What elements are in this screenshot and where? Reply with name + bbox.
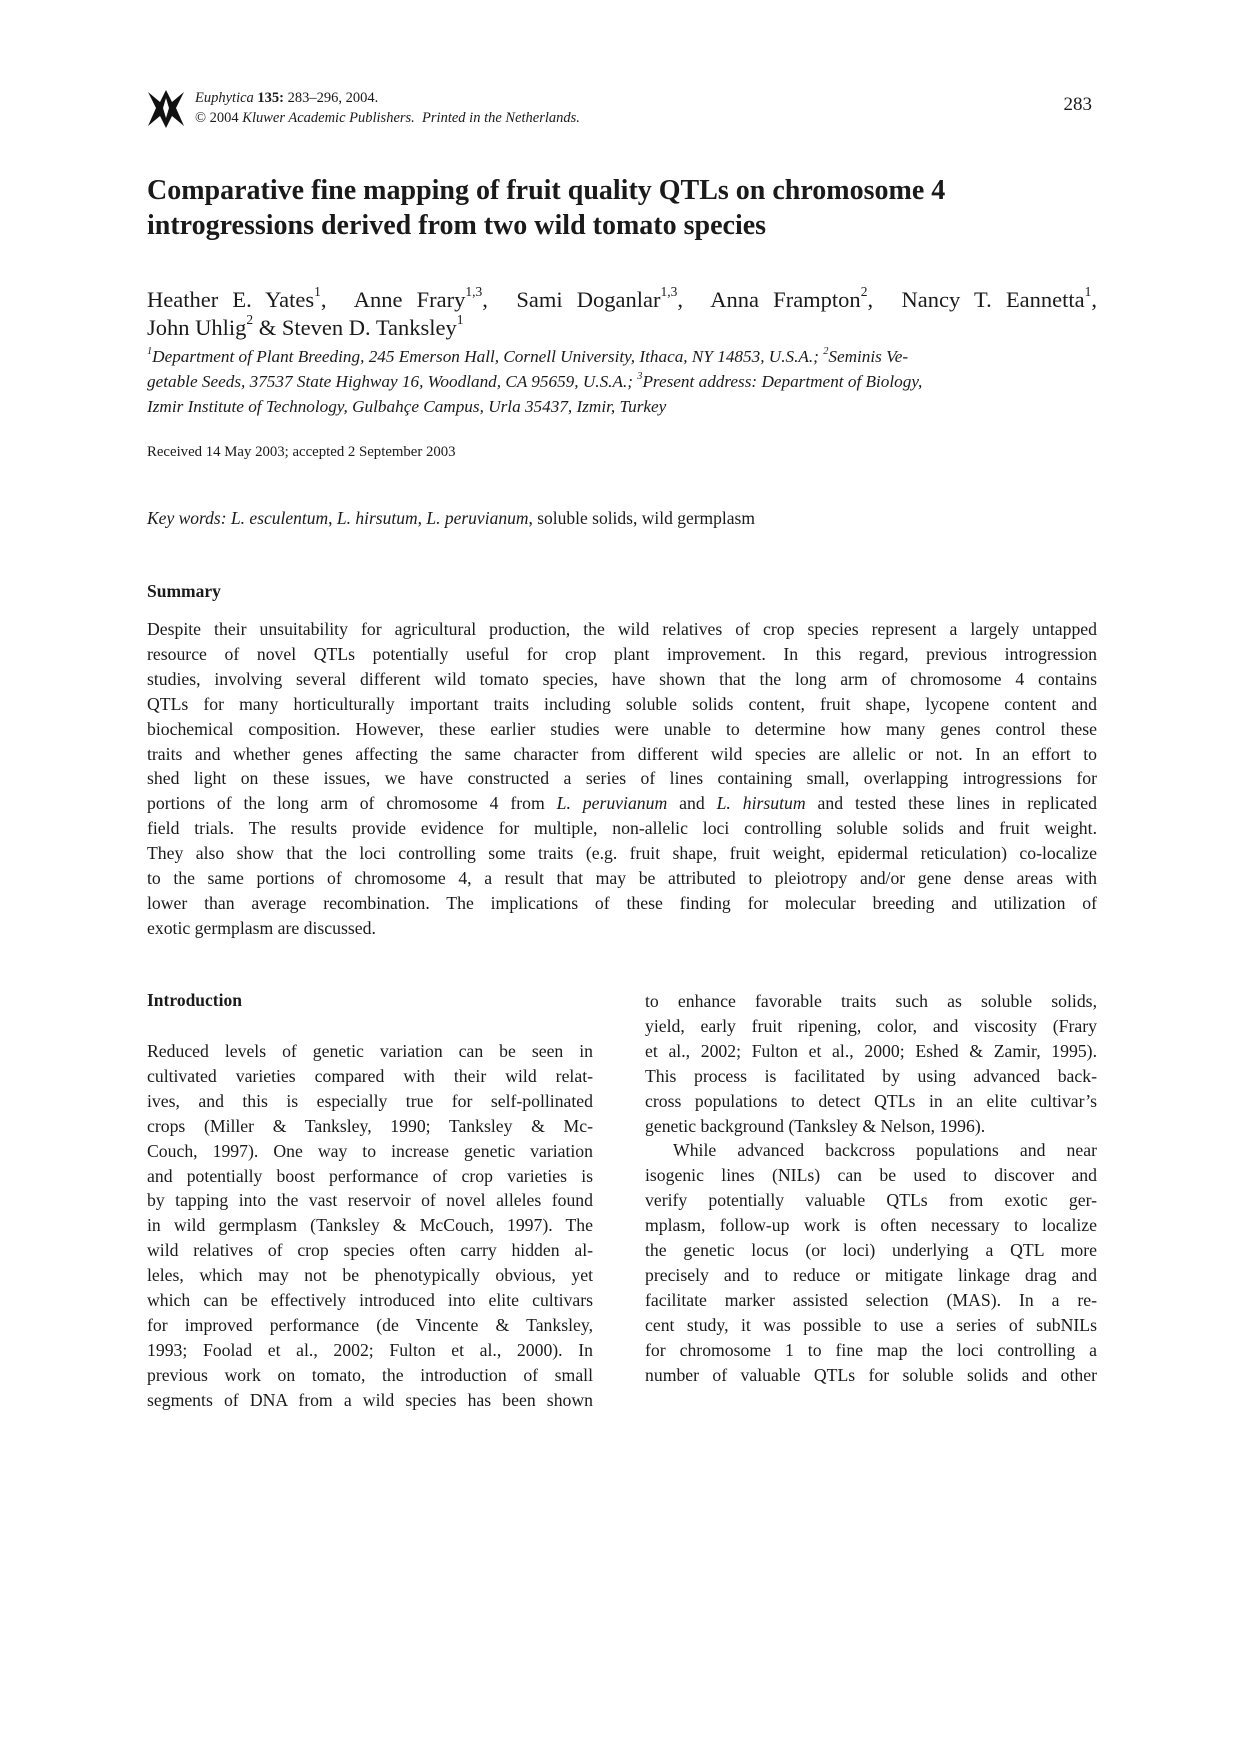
summary-text-run: and tested these lines in replicated [805,793,1098,814]
summary-text-run: and [667,793,717,814]
introduction-heading: Introduction [147,990,242,1010]
keyword-item: L. hirsutum [336,508,418,528]
affiliation-marker: 1 [147,345,153,357]
body-line: for chromosome 1 to fine map the loci controlling a [645,1339,1097,1360]
summary-line: to the same portions of chromosome 4, a result that may be attributed to pleiotropy and/or gene dense areas with [147,868,1097,889]
body-line: by tapping into the vast reservoir of novel alleles found [147,1190,593,1211]
body-line: et al., 2002; Fulton et al., 2000; Eshed & Zamir, 1995). [645,1040,1097,1061]
body-line: While advanced backcross populations and near [673,1140,1097,1161]
paper-title [147,173,1097,243]
body-line: number of valuable QTLs for soluble solids and other [645,1364,1097,1385]
species-name: L. peruvianum [556,793,668,814]
author-affiliation-marker: 1 [314,284,321,300]
paper-title-line-1: Comparative fine mapping of fruit quality QTLs on chromosome 4 [147,175,946,206]
paper-title-line-2: introgressions derived from two wild tomato species [147,210,767,241]
author-affiliation-marker: 2 [860,284,868,300]
summary-text [147,617,1097,941]
body-line: Couch, 1997). One way to increase genetic variation [147,1140,593,1161]
keyword-item: L. esculentum [230,508,329,528]
summary-line: QTLs for many horticulturally important traits including soluble solids content, fruit shape, lycopene content and [147,693,1097,714]
affiliation-text: Present address: Department of Biology, [642,372,923,391]
author-name: Nancy T. Eannetta [901,287,1085,312]
author-line-2 [147,314,1097,342]
author-list [147,286,1097,342]
body-line: for improved performance (de Vincente & Tanksley, [147,1314,593,1335]
affiliation-line-1 [147,344,1097,369]
author-name: Anne Frary [353,287,466,312]
summary-line: field trials. The results provide evidence for multiple, non-allelic loci controlling soluble solids and fruit weight. [147,818,1097,839]
journal-pages-year: 283–296, 2004. [284,90,379,106]
body-line: genetic background (Tanksley & Nelson, 1996). [645,1115,986,1136]
author-name: Anna Frampton [710,287,861,312]
body-line: This process is facilitated by using advanced back- [645,1065,1097,1086]
body-line: which can be effectively introduced into elite cultivars [147,1290,593,1311]
summary-heading: Summary [147,581,221,601]
keyword-item: L. peruvianum [426,508,529,528]
body-line: 1993; Foolad et al., 2002; Fulton et al., 2000). In [147,1339,593,1360]
introduction-column-left [147,1039,593,1413]
author-separator: , [677,287,698,312]
introduction-column-right [645,989,1097,1388]
journal-citation [195,88,580,128]
journal-line-2 [195,108,580,128]
affiliation-text: Department of Plant Breeding, 245 Emerson Hall, Cornell University, Ithaca, NY 14853, U.S.A.; [152,347,824,366]
body-line: wild relatives of crop species often carry hidden al- [147,1240,593,1261]
body-line: Reduced levels of genetic variation can be seen in [147,1041,593,1061]
keywords-label: Key words: [147,508,231,528]
summary-text-run: portions of the long arm of chromosome 4 from [147,793,557,814]
affiliation-marker: 3 [637,370,643,382]
species-name: L. hirsutum [716,793,806,814]
author-name: Steven D. Tanksley [281,315,457,340]
affiliation-line-2 [147,369,1097,394]
affiliation-marker: 2 [823,345,829,357]
keyword-rest: , soluble solids, wild germplasm [528,508,755,528]
author-separator: , [1091,287,1098,312]
body-line: cross populations to detect QTLs in an elite cultivar’s [645,1090,1097,1111]
body-line: yield, early fruit ripening, color, and viscosity (Frary [645,1015,1097,1036]
author-affiliation-marker: 1 [1084,284,1092,300]
affiliation-text: Seminis Ve- [828,347,909,366]
author-separator: & [253,315,282,340]
body-line: the genetic locus (or loci) underlying a QTL more [645,1240,1097,1261]
author-separator: , [320,287,341,312]
body-line: isogenic lines (NILs) can be used to discover and [645,1165,1097,1186]
author-name: Heather E. Yates [147,287,315,312]
affiliation-text: getable Seeds, 37537 State Highway 16, Woodland, CA 95659, U.S.A.; [147,372,638,391]
keyword-separator: , [417,508,427,528]
summary-line: They also show that the loci controlling some traits (e.g. fruit shape, fruit weight, epidermal reticulation) co-localize [147,843,1097,864]
journal-name: Euphytica [195,90,254,106]
author-name: John Uhlig [147,315,247,340]
body-line: cent study, it was possible to use a series of subNILs [645,1314,1097,1335]
author-affiliation-marker: 1,3 [465,284,483,300]
journal-volume: 135: [257,90,285,106]
kluwer-publisher-logo-icon [146,88,186,130]
summary-line [147,791,1097,816]
summary-line: traits and whether genes affecting the same character from different wild species are allelic or not. In an effort to [147,743,1097,764]
summary-line: biochemical composition. However, these earlier studies were unable to determine how many genes control these [147,718,1097,739]
author-line-1 [147,286,1097,314]
body-line: cultivated varieties compared with their wild relat- [147,1065,593,1086]
body-line: to enhance favorable traits such as soluble solids, [645,991,1097,1011]
summary-line: Despite their unsuitability for agricultural production, the wild relatives of crop species represent a largely untapped [147,619,1097,639]
printed-location: Printed in the Netherlands. [414,110,580,126]
summary-line: lower than average recombination. The implications of these finding for molecular breeding and utilization of [147,892,1097,913]
keyword-separator: , [328,508,337,528]
summary-line: resource of novel QTLs potentially useful for crop plant improvement. In this regard, previous introgression [147,643,1097,664]
author-separator: , [867,287,888,312]
body-line: in wild germplasm (Tanksley & McCouch, 1997). The [147,1215,593,1236]
copyright-notice: © 2004 [195,110,243,126]
body-line: previous work on tomato, the introduction of small [147,1364,593,1385]
body-line: and potentially boost performance of crop varieties is [147,1165,593,1186]
affiliations [147,344,1097,419]
author-separator: , [482,287,503,312]
body-line: precisely and to reduce or mitigate linkage drag and [645,1264,1097,1285]
journal-line-1 [195,88,580,108]
body-line: mplasm, follow-up work is often necessary to localize [645,1215,1097,1236]
page-number: 283 [1063,94,1092,115]
summary-line: shed light on these issues, we have constructed a series of lines containing small, overlapping introgressions for [147,768,1097,789]
publisher-name: Kluwer Academic Publishers. [242,110,415,126]
body-line: ives, and this is especially true for self-pollinated [147,1090,593,1111]
received-dates: Received 14 May 2003; accepted 2 September 2003 [147,444,456,460]
keywords [147,506,755,530]
body-line: facilitate marker assisted selection (MAS). In a re- [645,1289,1097,1310]
body-line: segments of DNA from a wild species has been shown [147,1389,593,1410]
body-line: verify potentially valuable QTLs from exotic ger- [645,1190,1097,1211]
affiliation-line-3: Izmir Institute of Technology, Gulbahçe Campus, Urla 35437, Izmir, Turkey [147,397,667,416]
body-line: leles, which may not be phenotypically obvious, yet [147,1265,593,1286]
author-affiliation-marker: 2 [246,312,254,328]
author-affiliation-marker: 1,3 [660,284,678,300]
summary-line: studies, involving several different wild tomato species, have shown that the long arm of chromosome 4 contains [147,668,1097,689]
author-affiliation-marker: 1 [456,312,464,328]
summary-line: exotic germplasm are discussed. [147,917,376,938]
body-line: crops (Miller & Tanksley, 1990; Tanksley & Mc- [147,1115,593,1136]
author-name: Sami Doganlar [516,287,661,312]
